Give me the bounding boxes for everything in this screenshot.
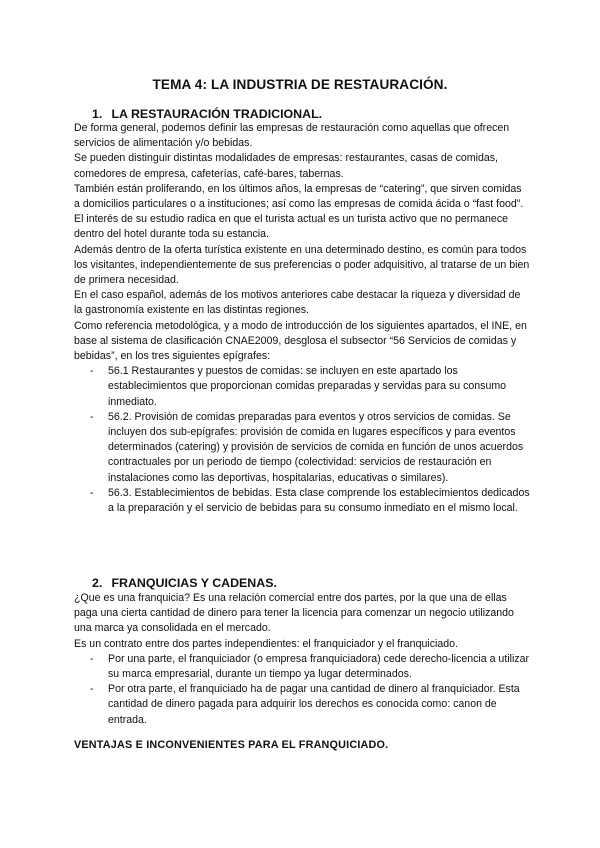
paragraph: Se pueden distinguir distintas modalidades de empresas: restaurantes, casas de comidas, comedores de empresa, cafeterías, café-bares, tabernas. <box>74 152 498 180</box>
list-item-text: 56.3. Establecimientos de bebidas. Esta clase comprende los establecimientos dedicados a la preparación y el servicio de bebidas para su consumo inmediato en el mismo local. <box>108 486 530 515</box>
section2-body <box>74 591 530 728</box>
list-item-text: 56.2. Provisión de comidas preparadas para eventos y otros servicios de comidas. Se incluyen dos sub-epígrafes: provisión de comida en lugares específicos y para eventos determinados (catering) y provisión de servicios de comida en función de unos acuerdos contractuales por un periodo de tiempo (colectividad: servicios de restauración en instalaciones como las deportivas, hospitalarias, educativas o similares). <box>108 410 524 484</box>
paragraph: Como referencia metodológica, y a modo de introducción de los siguientes apartados, el INE, en base al sistema de clasificación CNAE2009, desglosa el subsector “56 Servicios de comidas y bebidas”, en los tres siguientes epígrafes: <box>74 319 527 363</box>
list-item <box>74 410 530 486</box>
paragraph: ¿Que es una franquicia? Es una relación comercial entre dos partes, por la que una de ellas paga una cierta cantidad de dinero para tener la licencia para comenzar un negocio utilizando una marca ya consolidada en el mercado. <box>74 592 514 635</box>
paragraph: Además dentro de la oferta turística existente en una determinado destino, es común para todos los visitantes, independientemente de sus preferencias o poder adquisitivo, al tratarse de un bien de primera necesidad. <box>74 243 530 287</box>
paragraph: De forma general, podemos definir las empresas de restauración como aquellas que ofrecen servicios de alimentación y/o bebidas. <box>74 122 510 150</box>
dash-bullet: - <box>90 410 94 423</box>
section1-heading <box>92 107 322 121</box>
list-item <box>74 364 530 410</box>
list-item <box>74 682 530 728</box>
paragraph: Es un contrato entre dos partes independientes: el franquiciador y el franquiciado. <box>74 637 458 650</box>
section1-body <box>74 121 530 516</box>
paragraph: También están proliferando, en los últimos años, la empresas de “catering”, que sirven comidas a domicilios particulares o a instituciones; así como las empresas de comida ácida o “fast food”. <box>74 182 524 211</box>
section1-title: LA RESTAURACIÓN TRADICIONAL. <box>111 107 323 121</box>
section2-number: 2. <box>92 576 103 590</box>
subheading: VENTAJAS E INCONVENIENTES PARA EL FRANQUICIADO. <box>74 739 389 751</box>
section1-number: 1. <box>92 107 103 121</box>
page-title: TEMA 4: LA INDUSTRIA DE RESTAURACIÓN. <box>152 77 448 92</box>
list-item <box>74 652 530 682</box>
list-item-text: 56.1 Restaurantes y puestos de comidas: se incluyen en este apartado los establecimientos que proporcionan comidas preparadas y servidas para su consumo inmediato. <box>108 365 507 408</box>
list-item-text: Por una parte, el franquiciador (o empresa franquiciadora) cede derecho-licencia a utilizar su marca empresarial, durante un tiempo ya lugar determinados. <box>108 652 530 681</box>
list-item <box>74 486 530 516</box>
section2-list <box>74 652 530 728</box>
dash-bullet: - <box>90 486 94 499</box>
paragraph: En el caso español, además de los motivos anteriores cabe destacar la riqueza y diversidad de la gastronomía existente en las distintas regiones. <box>74 289 521 317</box>
dash-bullet: - <box>90 683 94 696</box>
section1-list <box>74 364 530 516</box>
paragraph: El interés de su estudio radica en que el turista actual es un turista activo que no permanece dentro del hotel durante toda su estancia. <box>74 213 509 241</box>
section2-title: FRANQUICIAS Y CADENAS. <box>111 576 277 590</box>
section2-heading <box>92 576 277 590</box>
dash-bullet: - <box>90 652 94 665</box>
list-item-text: Por otra parte, el franquiciado ha de pagar una cantidad de dinero al franquiciador. Esta cantidad de dinero pagada para adquirir los derechos es conocida como: canon de entrada. <box>108 683 520 726</box>
dash-bullet: - <box>90 365 94 378</box>
